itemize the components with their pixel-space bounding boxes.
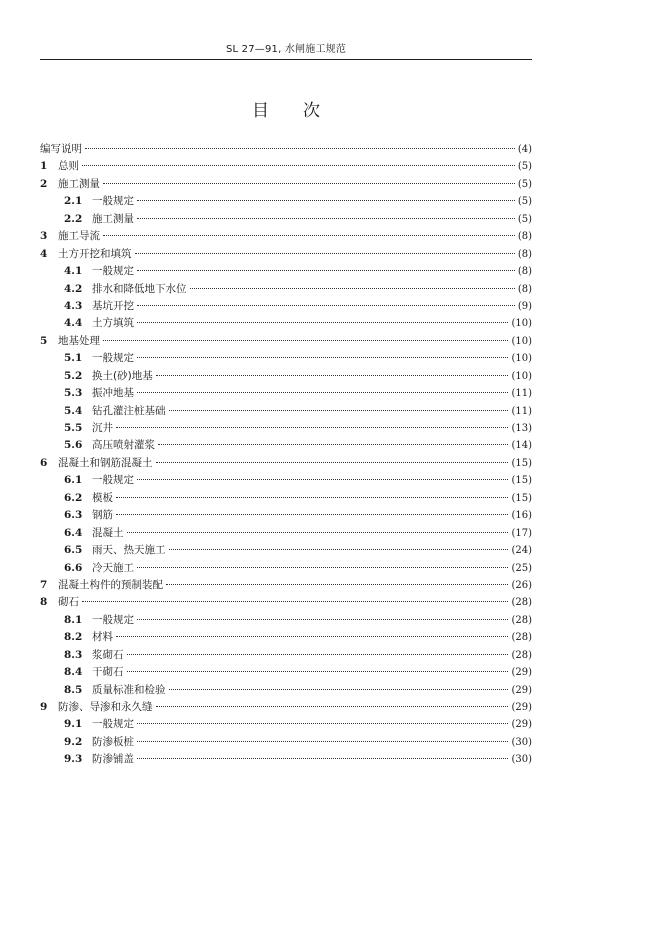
toc-entry-label: 总则	[58, 160, 79, 173]
toc-entry-number: 4.4	[64, 317, 83, 330]
toc-entry-page: (10)	[511, 318, 532, 330]
toc-entry-number: 2.1	[64, 195, 83, 208]
toc-entry-label: 防渗板桩	[92, 735, 134, 748]
toc-entry-page: (8)	[517, 266, 532, 278]
toc-entry-label: 沉井	[92, 422, 113, 434]
toc-entry[interactable]	[40, 437, 532, 454]
toc-dot-leader	[127, 654, 509, 655]
toc-entry-page: (10)	[511, 370, 532, 382]
toc-entry-label: 混凝土构件的预制装配	[58, 578, 163, 591]
toc-entry[interactable]	[40, 246, 532, 263]
toc-entry-page: (9)	[517, 300, 532, 312]
toc-entry-label: 地基处理	[58, 334, 100, 347]
toc-entry-number: 8.3	[64, 648, 83, 661]
toc-dot-leader	[137, 479, 508, 480]
toc-entry-page: (5)	[517, 196, 532, 208]
toc-entry[interactable]	[40, 472, 532, 489]
toc-entry[interactable]	[40, 315, 532, 332]
toc-entry[interactable]	[40, 455, 532, 472]
toc-entry-label: 浆砌石	[92, 648, 124, 661]
page-title	[40, 96, 532, 121]
toc-entry[interactable]	[40, 298, 532, 315]
toc-dot-leader	[116, 636, 508, 637]
toc-dot-leader	[103, 340, 508, 341]
toc-entry-label: 排水和降低地下水位	[92, 282, 187, 295]
toc-entry[interactable]	[40, 507, 532, 524]
toc-entry-number: 9.3	[64, 753, 83, 766]
toc-entry[interactable]	[40, 193, 532, 210]
toc-entry-page: (5)	[517, 213, 532, 225]
toc-entry-label: 钢筋	[92, 509, 113, 522]
toc-entry-label: 材料	[92, 631, 113, 644]
toc-entry-number: 6.6	[64, 561, 83, 574]
toc-entry-label: 一般规定	[92, 613, 134, 626]
toc-entry[interactable]	[40, 333, 532, 350]
toc-dot-leader	[116, 497, 508, 498]
toc-entry-page: (15)	[511, 492, 532, 504]
toc-entry-label: 振冲地基	[92, 387, 134, 400]
toc-entry[interactable]	[40, 141, 532, 158]
toc-entry[interactable]	[40, 228, 532, 245]
toc-entry-page: (28)	[511, 597, 532, 609]
toc-dot-leader	[137, 741, 508, 742]
toc-dot-leader	[137, 218, 515, 219]
toc-entry[interactable]	[40, 176, 532, 193]
toc-entry-number: 9.2	[64, 735, 83, 748]
toc-entry-number: 5.2	[64, 369, 83, 382]
toc-dot-leader	[116, 427, 508, 428]
toc-entry-label: 混凝土	[92, 526, 124, 539]
toc-dot-leader	[82, 165, 515, 166]
toc-dot-leader	[169, 549, 509, 550]
toc-entry[interactable]	[40, 716, 532, 733]
toc-entry-label: 土方填筑	[92, 317, 134, 330]
toc-dot-leader	[158, 444, 508, 445]
toc-entry[interactable]	[40, 263, 532, 280]
toc-entry-number: 7	[40, 578, 48, 591]
toc-entry[interactable]	[40, 403, 532, 420]
toc-entry-label: 防渗、导渗和永久缝	[58, 701, 153, 713]
toc-entry-page: (29)	[511, 702, 532, 713]
toc-entry-page: (26)	[511, 579, 532, 591]
toc-entry-label: 一般规定	[92, 265, 134, 278]
toc-entry-page: (10)	[511, 353, 532, 365]
toc-entry-page: (5)	[517, 178, 532, 190]
page-title-right: 次	[303, 101, 320, 121]
toc-dot-leader	[190, 288, 515, 289]
toc-entry-number: 4.2	[64, 282, 83, 295]
toc-entry-number: 5	[40, 334, 48, 347]
toc-entry[interactable]	[40, 385, 532, 402]
toc-entry-page: (30)	[511, 736, 532, 748]
toc-entry[interactable]	[40, 734, 532, 751]
toc-entry-number: 4.3	[64, 299, 83, 312]
toc-entry[interactable]	[40, 281, 532, 298]
toc-entry-page: (16)	[511, 510, 532, 522]
toc-entry[interactable]	[40, 629, 532, 646]
toc-entry-number: 5.6	[64, 439, 83, 452]
toc-entry-label: 防渗铺盖	[92, 753, 134, 766]
toc-entry[interactable]	[40, 612, 532, 629]
toc-dot-leader	[156, 706, 509, 707]
toc-dot-leader	[137, 723, 508, 724]
toc-entry-page: (30)	[511, 754, 532, 766]
toc-dot-leader	[137, 758, 508, 759]
toc-dot-leader	[137, 305, 515, 306]
toc-dot-leader	[127, 532, 509, 533]
toc-entry-label: 施工导流	[58, 230, 100, 243]
toc-entry-label: 一般规定	[92, 352, 134, 365]
toc-dot-leader	[127, 671, 509, 672]
table-of-contents	[40, 141, 532, 769]
toc-entry-number: 5.4	[64, 404, 83, 417]
toc-entry-page: (28)	[511, 649, 532, 661]
toc-dot-leader	[156, 462, 509, 463]
page-title-left: 目	[252, 101, 269, 121]
toc-entry-number: 2.2	[64, 212, 83, 225]
toc-entry[interactable]	[40, 577, 532, 594]
toc-entry-page: (8)	[517, 283, 532, 295]
toc-entry[interactable]	[40, 647, 532, 664]
toc-entry-page: (13)	[511, 423, 532, 434]
toc-entry[interactable]	[40, 525, 532, 542]
toc-entry[interactable]	[40, 542, 532, 559]
toc-entry-number: 4	[40, 247, 48, 260]
toc-dot-leader	[85, 148, 515, 149]
toc-entry-number: 4.1	[64, 265, 83, 278]
toc-entry-label: 一般规定	[92, 718, 134, 731]
toc-entry-number: 9	[40, 701, 48, 713]
toc-entry-number: 6.5	[64, 544, 83, 557]
toc-entry-label: 混凝土和钢筋混凝土	[58, 456, 153, 469]
toc-entry-number: 5.1	[64, 352, 83, 365]
toc-dot-leader	[103, 235, 515, 236]
toc-entry-label: 施工测量	[92, 212, 134, 225]
toc-entry-page: (17)	[511, 527, 532, 539]
toc-entry-page: (29)	[511, 684, 532, 696]
toc-dot-leader	[137, 619, 508, 620]
toc-entry-page: (29)	[511, 667, 532, 679]
toc-entry-page: (11)	[511, 388, 532, 400]
toc-entry-number: 6.4	[64, 526, 83, 539]
toc-dot-leader	[169, 689, 509, 690]
toc-dot-leader	[137, 322, 508, 323]
toc-entry-number: 6.1	[64, 474, 83, 487]
toc-entry[interactable]	[40, 211, 532, 228]
toc-entry-page: (24)	[511, 545, 532, 557]
toc-entry-label: 质量标准和检验	[92, 683, 166, 696]
toc-entry-label: 一般规定	[92, 195, 134, 208]
toc-entry[interactable]	[40, 751, 532, 768]
toc-entry-page: (8)	[517, 231, 532, 243]
toc-entry-number: 8	[40, 596, 48, 609]
toc-entry-page: (25)	[511, 562, 532, 574]
toc-dot-leader	[103, 183, 515, 184]
toc-entry-number: 6.3	[64, 509, 83, 522]
toc-entry-number: 8.1	[64, 613, 83, 626]
toc-entry[interactable]	[40, 490, 532, 507]
toc-entry-page: (15)	[511, 457, 532, 469]
toc-entry-label: 雨天、热天施工	[92, 544, 166, 557]
toc-entry-number: 8.5	[64, 683, 83, 696]
toc-entry-page: (8)	[517, 248, 532, 260]
toc-entry-page: (28)	[511, 614, 532, 626]
toc-entry[interactable]	[40, 560, 532, 577]
toc-entry-number: 1	[40, 160, 48, 173]
toc-entry-number: 9.1	[64, 718, 83, 731]
header-rule	[40, 59, 532, 60]
toc-entry-label: 一般规定	[92, 474, 134, 487]
toc-entry-number: 6.2	[64, 491, 83, 504]
toc-entry-page: (29)	[511, 719, 532, 731]
toc-entry-label: 冷天施工	[92, 561, 134, 574]
running-header: SL 27—91, 水闸施工规范	[225, 44, 347, 55]
toc-entry-label: 干砌石	[92, 666, 124, 679]
toc-entry[interactable]	[40, 699, 532, 716]
toc-dot-leader	[137, 392, 508, 393]
toc-entry-label: 土方开挖和填筑	[58, 247, 132, 260]
toc-entry-label: 基坑开挖	[92, 299, 134, 312]
toc-dot-leader	[137, 200, 515, 201]
toc-entry-page: (4)	[517, 144, 532, 155]
toc-entry[interactable]	[40, 158, 532, 175]
toc-entry-label: 高压喷射灌浆	[92, 439, 155, 452]
toc-entry-number: 5.3	[64, 387, 83, 400]
toc-entry-page: (15)	[511, 475, 532, 487]
toc-entry-label: 砌石	[58, 596, 79, 609]
toc-entry-label: 钻孔灌注桩基础	[92, 404, 166, 417]
toc-entry[interactable]	[40, 594, 532, 611]
toc-entry[interactable]	[40, 682, 532, 699]
toc-entry-number: 5.5	[64, 422, 83, 434]
toc-dot-leader	[116, 514, 508, 515]
toc-entry[interactable]	[40, 368, 532, 385]
toc-entry-label: 编写说明	[40, 143, 82, 155]
toc-entry-label: 模板	[92, 491, 113, 504]
toc-entry[interactable]	[40, 664, 532, 681]
toc-entry-page: (28)	[511, 632, 532, 644]
toc-dot-leader	[137, 567, 508, 568]
toc-dot-leader	[82, 601, 508, 602]
toc-dot-leader	[156, 375, 509, 376]
toc-dot-leader	[137, 270, 515, 271]
toc-entry-number: 2	[40, 177, 48, 190]
toc-entry-number: 3	[40, 230, 48, 243]
toc-entry-page: (14)	[511, 440, 532, 452]
toc-dot-leader	[137, 357, 508, 358]
toc-entry-page: (10)	[511, 335, 532, 347]
toc-entry-label: 换土(砂)地基	[92, 369, 153, 382]
toc-entry[interactable]	[40, 420, 532, 437]
toc-entry-number: 8.4	[64, 666, 83, 679]
toc-entry[interactable]	[40, 350, 532, 367]
toc-entry-label: 施工测量	[58, 177, 100, 190]
toc-entry-number: 8.2	[64, 631, 83, 644]
toc-entry-page: (5)	[517, 161, 532, 173]
toc-entry-page: (11)	[511, 405, 532, 417]
toc-dot-leader	[169, 410, 509, 411]
toc-dot-leader	[166, 584, 508, 585]
toc-entry-number: 6	[40, 456, 48, 469]
toc-dot-leader	[135, 253, 515, 254]
